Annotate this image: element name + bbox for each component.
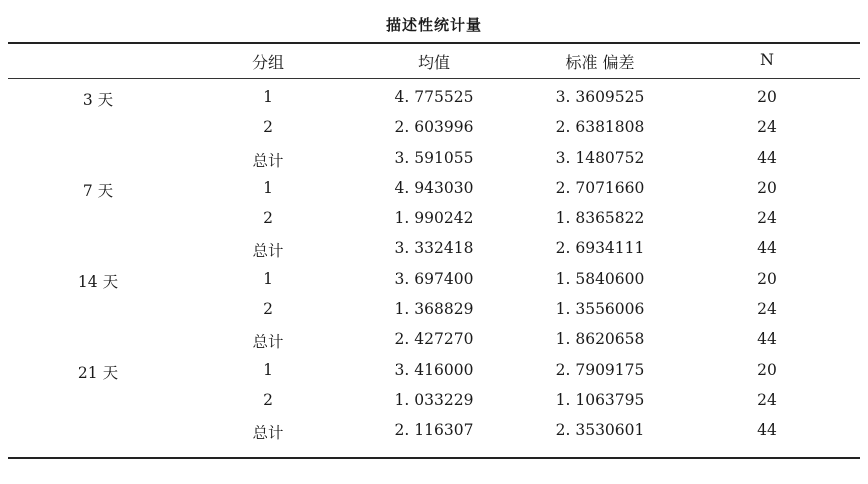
header-mean: 均值 xyxy=(417,53,450,72)
cell-time: 3 天 xyxy=(82,91,114,109)
top-rule xyxy=(8,42,860,44)
cell-std: 2. 7071660 xyxy=(555,178,645,197)
cell-mean: 2. 116307 xyxy=(394,421,474,440)
cell-group: 2 xyxy=(263,390,273,409)
cell-mean: 3. 697400 xyxy=(394,269,474,288)
table-row xyxy=(0,417,868,447)
cell-n: 20 xyxy=(757,178,777,197)
cell-time: 14 天 xyxy=(77,272,119,291)
header-n: N xyxy=(760,50,774,69)
cell-time: 7 天 xyxy=(82,181,114,200)
cell-group: 总计 xyxy=(252,242,284,261)
cell-group: 2 xyxy=(263,300,273,319)
cell-n: 44 xyxy=(757,330,777,349)
table-row xyxy=(0,357,868,387)
cell-group: 1 xyxy=(263,178,273,197)
cell-n: 44 xyxy=(757,239,777,258)
cell-n: 44 xyxy=(757,421,777,440)
table-row xyxy=(0,114,868,144)
cell-group: 总计 xyxy=(252,424,284,443)
table-row xyxy=(0,84,868,114)
table-row xyxy=(0,145,868,175)
cell-group: 2 xyxy=(263,118,273,137)
cell-mean: 4. 775525 xyxy=(394,88,474,106)
cell-mean: 1. 033229 xyxy=(394,390,474,409)
cell-n: 20 xyxy=(757,360,777,379)
cell-mean: 3. 332418 xyxy=(394,239,474,258)
header-std: 标准 偏差 xyxy=(565,53,635,72)
cell-group: 1 xyxy=(263,360,273,379)
cell-time: 21 天 xyxy=(77,363,119,382)
cell-std: 1. 8365822 xyxy=(555,209,645,228)
cell-std: 2. 7909175 xyxy=(555,360,645,379)
cell-std: 3. 3609525 xyxy=(555,88,645,106)
cell-n: 24 xyxy=(757,390,777,409)
cell-n: 20 xyxy=(757,269,777,288)
table-title: 描述性统计量 xyxy=(385,16,482,34)
table-row xyxy=(0,266,868,296)
cell-group: 1 xyxy=(263,88,273,106)
cell-group: 总计 xyxy=(252,151,284,170)
cell-mean: 4. 943030 xyxy=(394,178,474,197)
cell-std: 2. 6934111 xyxy=(555,239,645,258)
table-row xyxy=(0,387,868,417)
cell-n: 24 xyxy=(757,209,777,228)
cell-group: 1 xyxy=(263,269,273,288)
table-row xyxy=(0,175,868,205)
header-group: 分组 xyxy=(251,53,284,72)
cell-mean: 2. 603996 xyxy=(394,118,474,137)
cell-mean: 1. 990242 xyxy=(394,209,474,228)
bottom-rule xyxy=(8,457,860,459)
table-row xyxy=(0,205,868,235)
table-body xyxy=(0,84,868,448)
table-row xyxy=(0,326,868,356)
cell-group: 总计 xyxy=(252,333,284,352)
header-rule xyxy=(8,78,860,79)
cell-mean: 1. 368829 xyxy=(394,300,474,319)
cell-mean: 3. 591055 xyxy=(394,148,474,167)
table-row xyxy=(0,235,868,265)
cell-std: 1. 3556006 xyxy=(555,300,645,319)
cell-n: 20 xyxy=(757,88,777,106)
cell-std: 1. 5840600 xyxy=(555,269,645,288)
cell-n: 44 xyxy=(757,148,777,167)
cell-std: 2. 6381808 xyxy=(555,118,645,137)
table-row xyxy=(0,296,868,326)
cell-n: 24 xyxy=(757,300,777,319)
cell-group: 2 xyxy=(263,209,273,228)
cell-std: 2. 3530601 xyxy=(555,421,645,440)
cell-std: 1. 1063795 xyxy=(555,390,645,409)
cell-mean: 3. 416000 xyxy=(394,360,474,379)
cell-std: 1. 8620658 xyxy=(555,330,645,349)
cell-std: 3. 1480752 xyxy=(555,148,645,167)
cell-mean: 2. 427270 xyxy=(394,330,474,349)
cell-n: 24 xyxy=(757,118,777,137)
